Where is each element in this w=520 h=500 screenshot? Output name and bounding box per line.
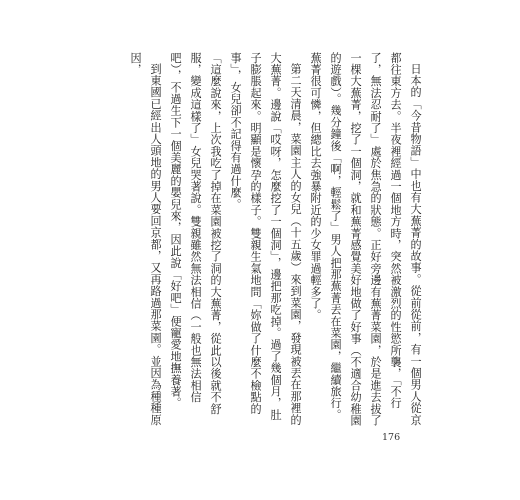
paragraph-3: 「這麼說來，上次我吃了掉在菜園被挖了洞的大蕪菁，從此以後就不舒服，變成這樣了」女兒哭著說。雙親雖然無法相信（一般也無法相信吧），不過生下一個美麗的嬰兒來，因此說「好吧」便寵愛地撫養著。 — [169, 52, 222, 415]
vertical-text-body — [125, 52, 425, 432]
paragraph-4: 到東國已經出人頭地的男人要回京都，又再路過那菜園。並因為種種原因， — [129, 52, 162, 426]
paragraph-1: 日本的「今昔物語」中也有大蕪菁的故事。從前從前，有一個男人從京都往東方去。半夜裡經過一個地方時，突然被激烈的性慾所襲，「不行了，無法忍耐了」處於焦急的狀態。正好旁邊有蕪菁菜園，於是進去拔了一棵大蕪菁，挖了一個洞，就和蕪菁感覺美好地做了好事（不適合幼稚園的遊戲）。幾分鐘後「啊，輕鬆了」男人把那蕪菁丟在菜園，繼續旅行。蕪菁很可憐，但總比去強暴附近的少女罪過輕多了。 — [309, 52, 422, 427]
paragraph-2: 第二天清晨，菜園主人的女兒（十五歲）來到菜園，發現被丟在那裡的大蕪菁。邊說「哎呀，怎麼挖了一個洞」，邊把那吃掉。過了幾個月，肚子膨脹起來。明顯是懷孕的樣子。雙親生氣地問「妳做了什麼不檢點的事」，女兒卻不記得有過什麼。 — [229, 52, 302, 426]
page-number: 176 — [382, 432, 401, 443]
